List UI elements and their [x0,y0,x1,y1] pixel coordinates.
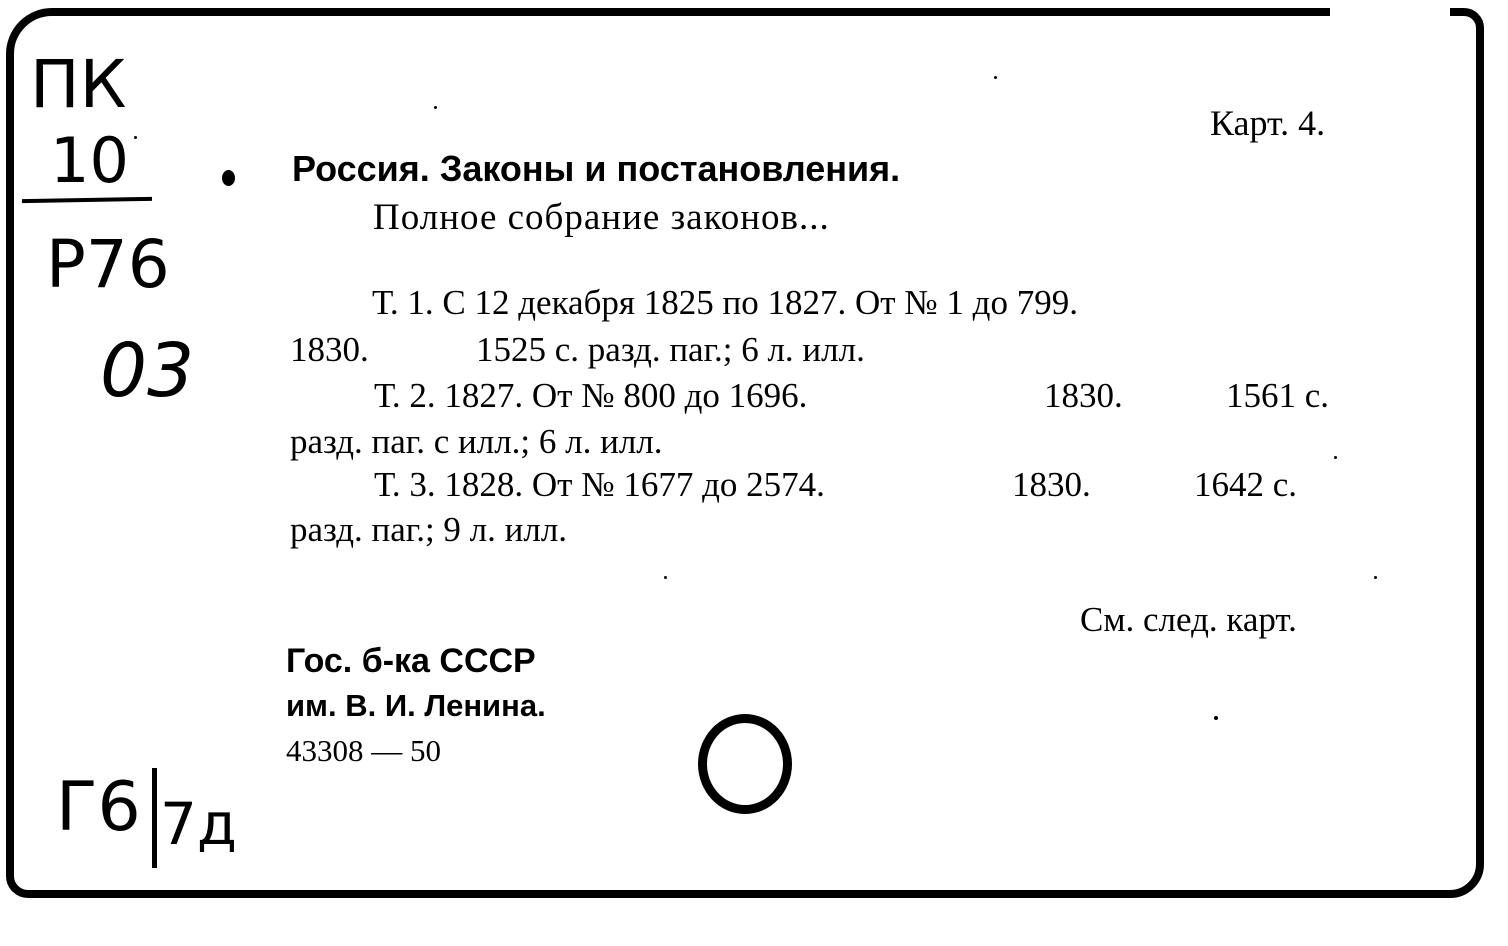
volume-2-line-b: разд. паг. с илл.; 6 л. илл. [290,422,663,461]
volume-3-line-a: Т. 3. 1828. От № 1677 до 2574. [374,465,825,504]
handwritten-slash [152,768,157,868]
bullet-mark [222,170,235,186]
volume-1-line-a: Т. 1. С 12 декабря 1825 по 1827. От № 1 до 799. [372,283,1078,322]
handwritten-shelf-4: 03 [100,328,195,414]
publisher-line-1: Гос. б-ка СССР [286,642,536,680]
see-next-card: См. след. карт. [1080,600,1297,639]
heading: Россия. Законы и постановления. [292,148,901,189]
volume-3-pages: 1642 с. [1194,465,1298,504]
handwritten-shelf-3: Р76 [46,226,170,303]
handwritten-bottom-left-2: 7д [160,790,238,858]
card-number: Карт. 4. [1210,103,1326,143]
volume-1-year: 1830. [290,330,369,369]
subtitle: Полное собрание законов... [373,197,830,238]
handwritten-shelf-1: ПК [30,46,127,123]
volume-3-line-b: разд. паг.; 9 л. илл. [290,510,568,549]
volume-3-year: 1830. [1012,465,1091,504]
volume-2-year: 1830. [1044,376,1123,415]
handwritten-bottom-left: Г6 [56,768,141,847]
handwritten-shelf-2: 10 [50,124,129,197]
volume-2-line-a: Т. 2. 1827. От № 800 до 1696. [374,376,808,415]
publisher-line-2: им. В. И. Ленина. [286,688,546,723]
volume-1-line-b: 1525 с. разд. паг.; 6 л. илл. [476,330,865,369]
card-punch-hole [698,714,792,814]
volume-2-pages: 1561 с. [1226,376,1330,415]
publisher-line-3: 43308 — 50 [286,733,441,768]
